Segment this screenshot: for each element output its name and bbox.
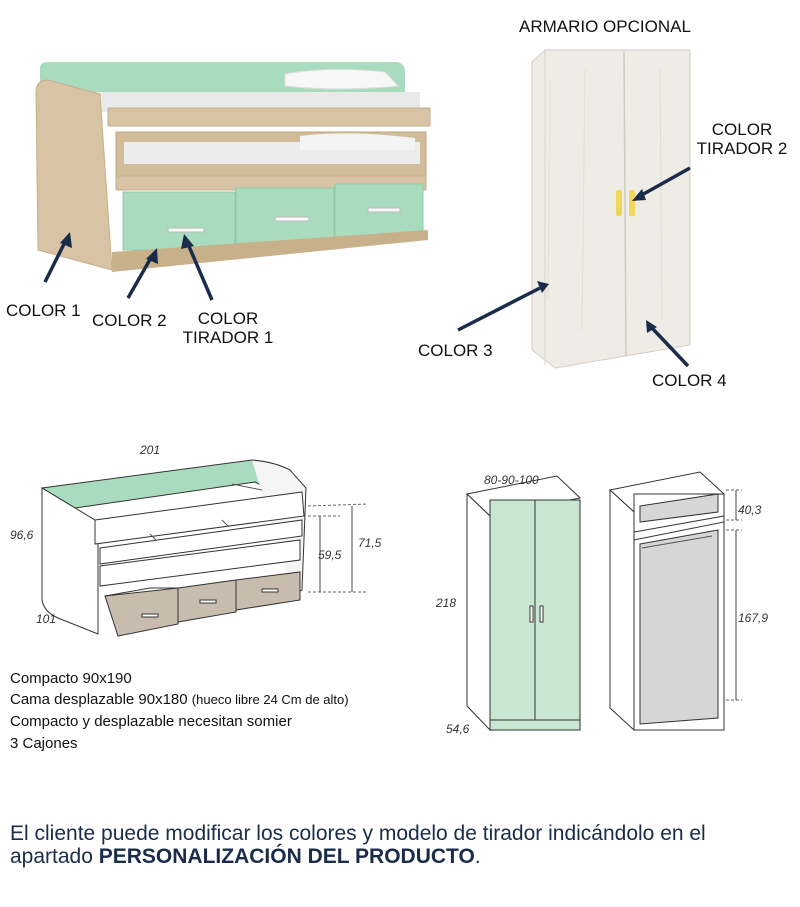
spec-hueco-note: (hueco libre 24 Cm de alto): [191, 692, 349, 707]
dim-wardrobe-width: 80-90-100: [484, 473, 539, 487]
drawer-handle: [168, 228, 204, 232]
label-color3: COLOR 3: [418, 341, 493, 360]
dim-bed-width: 201: [140, 443, 161, 457]
label-tirador2: [692, 120, 792, 158]
label-color2: COLOR 2: [92, 311, 167, 330]
dim-trundle-height: 59,5: [318, 548, 342, 562]
dim-hanging-height: 167,9: [738, 611, 769, 625]
customization-note-text: El cliente puede modificar los colores y modelo de tirador indicándolo en el apartado: [10, 822, 706, 868]
spec-cajones: 3 Cajones: [10, 735, 78, 752]
arrow-color3: [458, 288, 540, 330]
dim-wardrobe-depth: 54,6: [446, 722, 470, 736]
dim-wardrobe-height: 218: [436, 596, 457, 610]
dim-total-drawer-height: 71,5: [358, 536, 382, 550]
dim-shelf-height: 40,3: [738, 503, 762, 517]
label-color4: COLOR 4: [652, 371, 727, 390]
label-tirador1-line1: COLOR: [197, 309, 259, 328]
wardrobe-handle-left: [616, 190, 622, 216]
pillow: [285, 69, 398, 89]
compact-bed-photo: [36, 62, 430, 272]
label-tirador2-line2: TIRADOR 2: [696, 139, 788, 158]
spec-compacto: Compacto 90x190: [10, 670, 132, 687]
customization-note-end: .: [474, 845, 481, 868]
wardrobe-handle-right: [629, 190, 635, 216]
customization-note: [10, 822, 790, 868]
label-color1: COLOR 1: [6, 301, 81, 320]
dim-bed-depth: 101: [36, 612, 57, 626]
label-tirador1: [180, 309, 276, 347]
personalizacion-highlight: PERSONALIZACIÓN DEL PRODUCTO: [98, 845, 475, 868]
label-tirador2-line1: COLOR: [711, 120, 773, 139]
dim-bed-height: 96,6: [10, 528, 34, 542]
drawer-1: [123, 192, 235, 250]
wardrobe-photo: [532, 50, 690, 368]
label-tirador1-line2: TIRADOR 1: [182, 328, 274, 347]
spec-somier: Compacto y desplazable necesitan somier: [10, 713, 292, 730]
wardrobe-interior-drawing: [610, 472, 742, 730]
bed-side-panel-oak: [36, 80, 112, 270]
spec-cama-desplazable-text: Cama desplazable 90x180: [10, 691, 188, 708]
wardrobe-front-drawing: [467, 476, 580, 730]
armario-opcional-title: ARMARIO OPCIONAL: [519, 17, 691, 36]
spec-cama-desplazable: [10, 691, 349, 708]
wardrobe-body: [532, 50, 690, 368]
